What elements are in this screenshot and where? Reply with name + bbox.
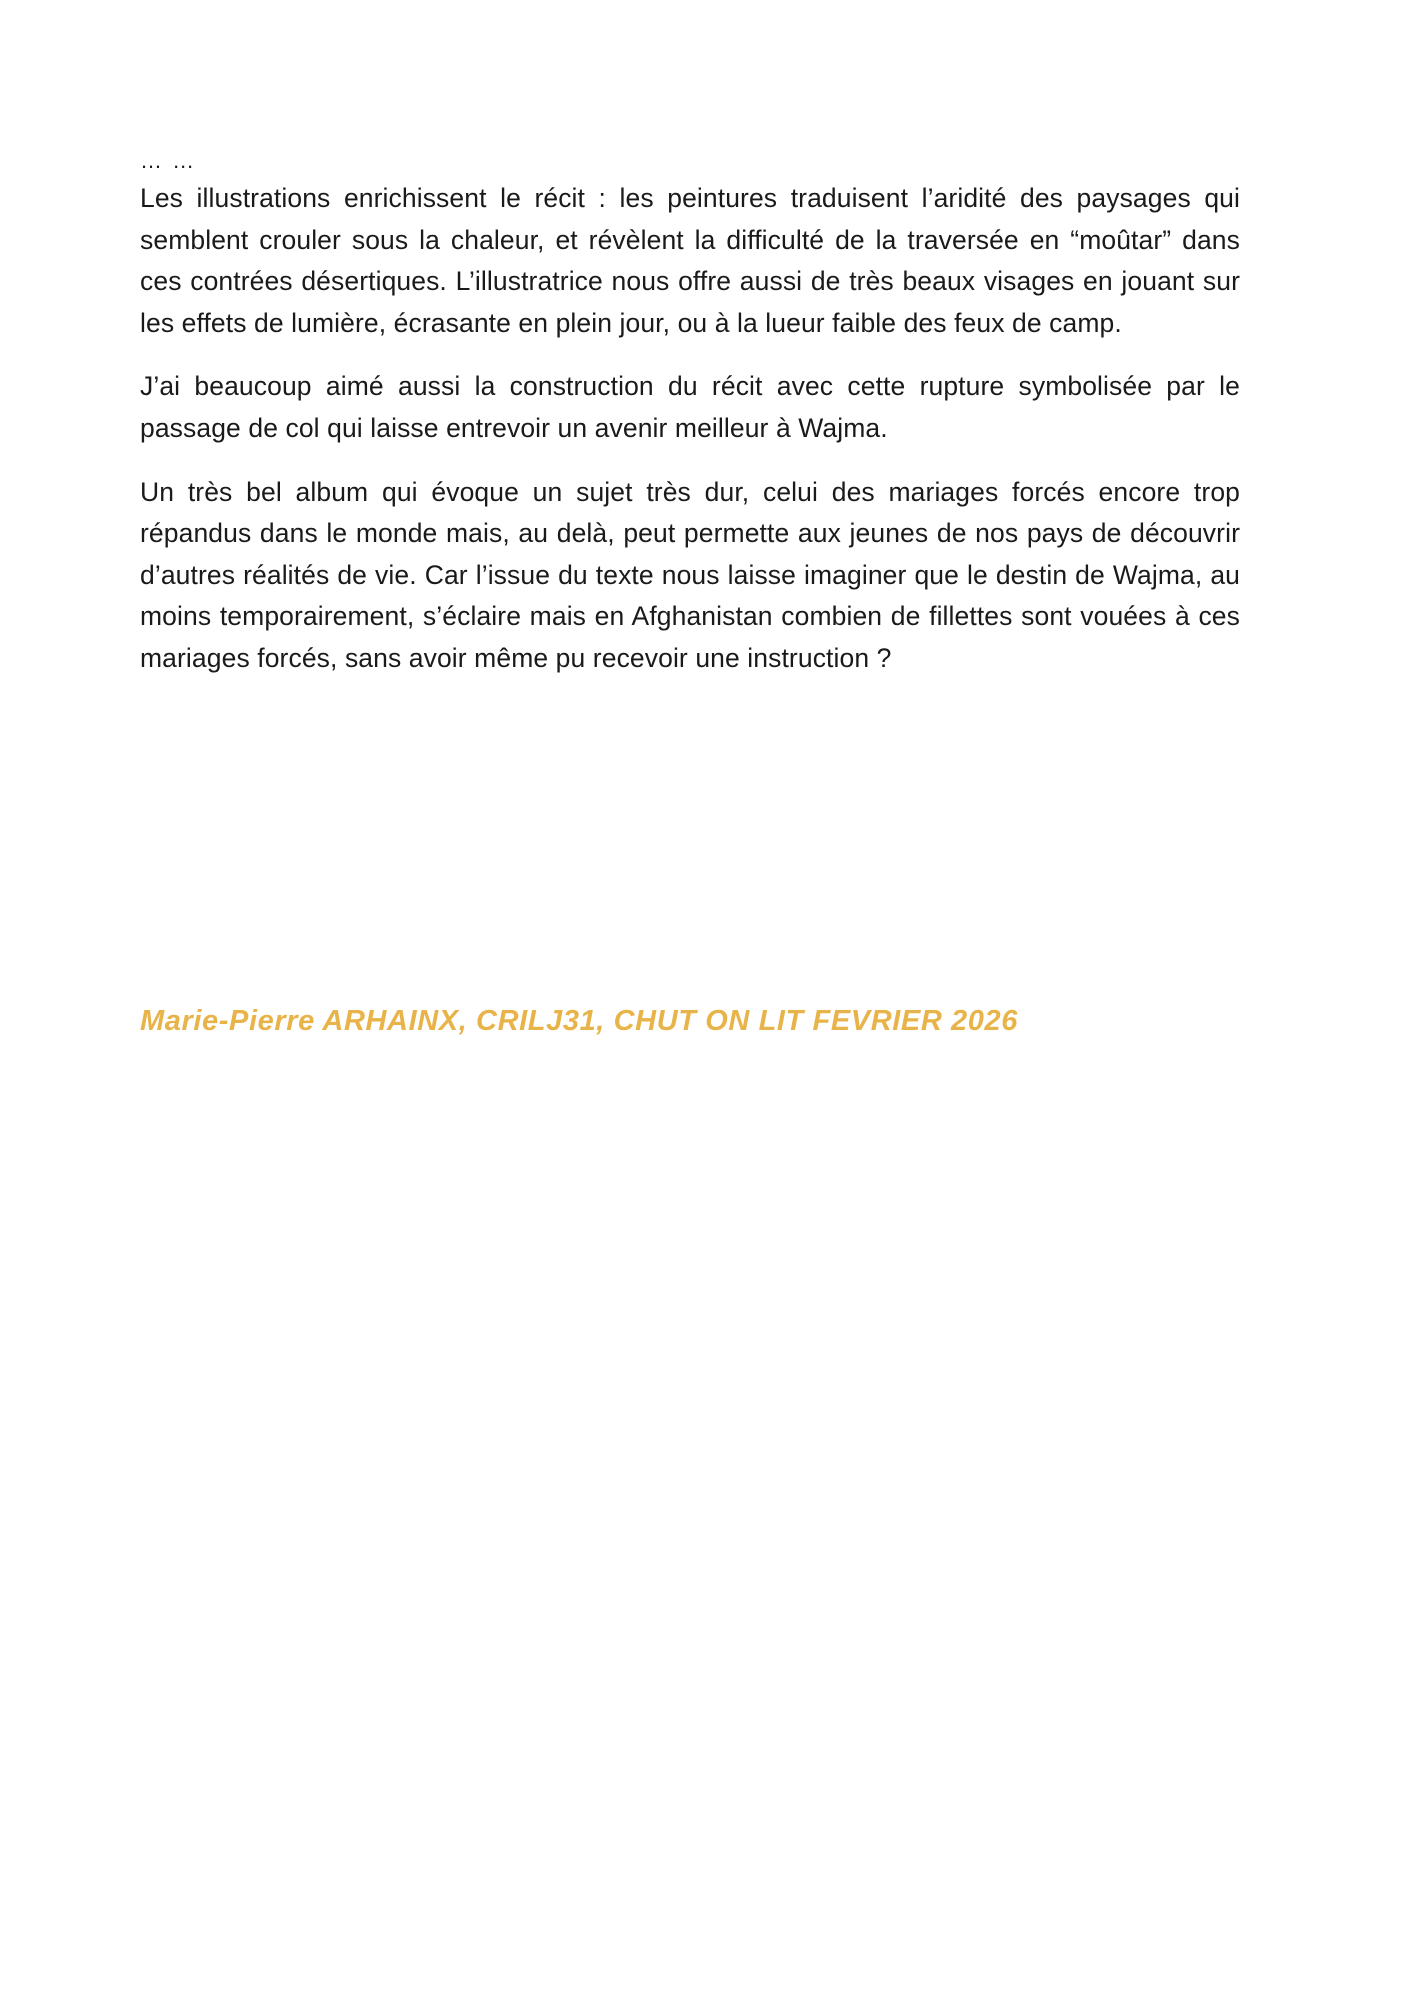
paragraph-illustrations: Les illustrations enrichissent le récit : les peintures traduisent l’aridité des paysages qui semblent crouler sous la chaleur, et révèlent la difficulté de la traversée en “moûtar” dans ces contrées désertiques. L’illustratrice nous offre aussi de très beaux visages en jouant sur les effets de lumière, écrasante en plein jour, ou à la lueur faible des feux de camp. xyxy=(140,183,1240,338)
lead-ellipsis: … … xyxy=(140,148,197,173)
author-signature: Marie-Pierre ARHAINX, CRILJ31, CHUT ON LIT FEVRIER 2026 xyxy=(140,1005,1018,1037)
document-body xyxy=(140,148,1240,702)
paragraph-conclusion: Un très bel album qui évoque un sujet très dur, celui des mariages forcés encore trop répandus dans le monde mais, au delà, peut permette aux jeunes de nos pays de découvrir d’autres réalités de vie. Car l’issue du texte nous laisse imaginer que le destin de Wajma, au moins temporairement, s’éclaire mais en Afghanistan combien de fillettes sont vouées à ces mariages forcés, sans avoir même pu recevoir une instruction ? xyxy=(140,476,1240,673)
paragraph-construction: J’ai beaucoup aimé aussi la construction du récit avec cette rupture symbolisée par le passage de col qui laisse entrevoir un avenir meilleur à Wajma. xyxy=(140,371,1240,443)
